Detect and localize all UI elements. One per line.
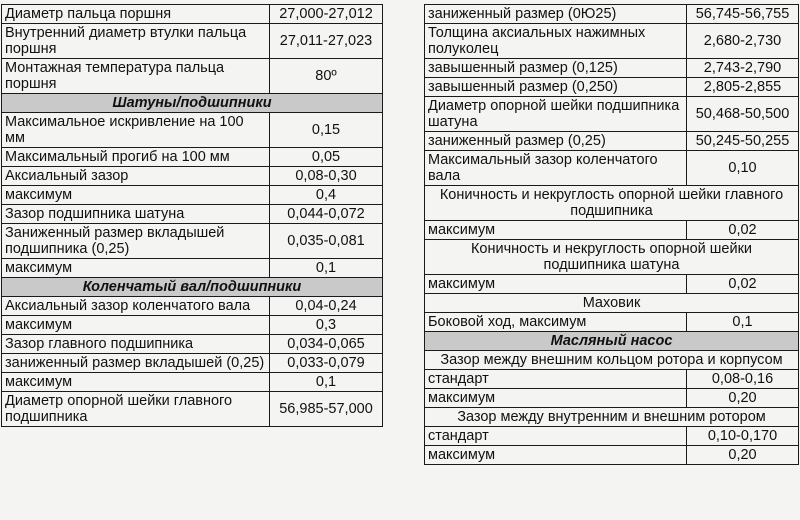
row-label: максимум xyxy=(425,389,687,408)
section-header xyxy=(2,94,383,113)
row-label: максимум xyxy=(2,186,270,205)
row-label: максимум xyxy=(425,446,687,465)
right-spec-table xyxy=(424,4,799,465)
row-label: завышенный размер (0,125) xyxy=(425,59,687,78)
row-label: завышенный размер (0,250) xyxy=(425,78,687,97)
row-value: 56,985-57,000 xyxy=(270,392,383,427)
row-value: 0,3 xyxy=(270,316,383,335)
row-label: Диаметр пальца поршня xyxy=(2,5,270,24)
row-value: 50,468-50,500 xyxy=(687,97,799,132)
row-label: Максимальный прогиб на 100 мм xyxy=(2,148,270,167)
section-title: Коленчатый вал/подшипники xyxy=(2,278,383,297)
row-value: 0,1 xyxy=(270,259,383,278)
row-label: максимум xyxy=(425,275,687,294)
table-row xyxy=(2,392,383,427)
row-value: 0,044-0,072 xyxy=(270,205,383,224)
section-header xyxy=(425,332,799,351)
row-value: 27,000-27,012 xyxy=(270,5,383,24)
table-row xyxy=(2,297,383,316)
row-label: Зазор подшипника шатуна xyxy=(2,205,270,224)
row-value: 0,05 xyxy=(270,148,383,167)
subheading: Коничность и некруглость опорной шейки подшипника шатуна xyxy=(425,240,799,275)
row-value: 2,743-2,790 xyxy=(687,59,799,78)
subheading: Коничность и некруглость опорной шейки главного подшипника xyxy=(425,186,799,221)
row-value: 0,08-0,16 xyxy=(687,370,799,389)
row-value: 0,08-0,30 xyxy=(270,167,383,186)
table-row xyxy=(425,59,799,78)
table-row xyxy=(2,148,383,167)
table-row xyxy=(2,354,383,373)
row-label: Диаметр опорной шейки подшипника шатуна xyxy=(425,97,687,132)
table-row xyxy=(425,446,799,465)
subheading-row xyxy=(425,294,799,313)
row-value: 0,02 xyxy=(687,221,799,240)
row-value: 0,035-0,081 xyxy=(270,224,383,259)
section-header xyxy=(2,278,383,297)
right-spec-table-body xyxy=(425,5,799,465)
row-value: 0,10 xyxy=(687,151,799,186)
left-spec-table xyxy=(1,4,383,427)
table-row xyxy=(425,221,799,240)
row-value: 50,245-50,255 xyxy=(687,132,799,151)
row-label: стандарт xyxy=(425,427,687,446)
subheading-row xyxy=(425,408,799,427)
table-row xyxy=(425,24,799,59)
row-value: 0,20 xyxy=(687,446,799,465)
row-label: Толщина аксиальных нажимных полуколец xyxy=(425,24,687,59)
row-value: 80º xyxy=(270,59,383,94)
subheading-row xyxy=(425,240,799,275)
row-label: Заниженный размер вкладышей подшипника (0,25) xyxy=(2,224,270,259)
row-label: Внутренний диаметр втулки пальца поршня xyxy=(2,24,270,59)
row-value: 0,04-0,24 xyxy=(270,297,383,316)
row-value: 0,20 xyxy=(687,389,799,408)
table-row xyxy=(425,313,799,332)
table-row xyxy=(425,78,799,97)
row-label: Максимальный зазор коленчатого вала xyxy=(425,151,687,186)
section-title: Масляный насос xyxy=(425,332,799,351)
row-label: максимум xyxy=(425,221,687,240)
table-row xyxy=(2,316,383,335)
section-title: Шатуны/подшипники xyxy=(2,94,383,113)
row-value: 0,10-0,170 xyxy=(687,427,799,446)
table-row xyxy=(2,167,383,186)
row-value: 0,4 xyxy=(270,186,383,205)
row-label: заниженный размер вкладышей (0,25) xyxy=(2,354,270,373)
row-label: Максимальное искривление на 100 мм xyxy=(2,113,270,148)
table-row xyxy=(2,205,383,224)
table-row xyxy=(2,113,383,148)
subheading-row xyxy=(425,351,799,370)
row-value: 0,033-0,079 xyxy=(270,354,383,373)
subheading: Зазор между внешним кольцом ротора и корпусом xyxy=(425,351,799,370)
row-label: Диаметр опорной шейки главного подшипника xyxy=(2,392,270,427)
row-label: заниженный размер (0Ю25) xyxy=(425,5,687,24)
row-value: 0,1 xyxy=(270,373,383,392)
row-label: максимум xyxy=(2,373,270,392)
row-label: максимум xyxy=(2,259,270,278)
table-row xyxy=(2,373,383,392)
row-value: 0,034-0,065 xyxy=(270,335,383,354)
table-row xyxy=(425,427,799,446)
table-row xyxy=(2,24,383,59)
table-row xyxy=(425,370,799,389)
table-row xyxy=(425,151,799,186)
row-label: Аксиальный зазор xyxy=(2,167,270,186)
row-value: 0,1 xyxy=(687,313,799,332)
table-row xyxy=(2,259,383,278)
row-label: Аксиальный зазор коленчатого вала xyxy=(2,297,270,316)
row-label: Зазор главного подшипника xyxy=(2,335,270,354)
row-value: 0,15 xyxy=(270,113,383,148)
table-row xyxy=(425,97,799,132)
row-label: Боковой ход, максимум xyxy=(425,313,687,332)
table-row xyxy=(425,275,799,294)
subheading-row xyxy=(425,186,799,221)
row-value: 27,011-27,023 xyxy=(270,24,383,59)
row-value: 2,680-2,730 xyxy=(687,24,799,59)
subheading: Зазор между внутренним и внешним ротором xyxy=(425,408,799,427)
row-value: 56,745-56,755 xyxy=(687,5,799,24)
table-row xyxy=(425,132,799,151)
row-label: максимум xyxy=(2,316,270,335)
row-value: 2,805-2,855 xyxy=(687,78,799,97)
row-label: стандарт xyxy=(425,370,687,389)
row-label: заниженный размер (0,25) xyxy=(425,132,687,151)
row-value: 0,02 xyxy=(687,275,799,294)
table-row xyxy=(2,224,383,259)
table-row xyxy=(425,5,799,24)
left-spec-table-body xyxy=(2,5,383,427)
table-row xyxy=(2,59,383,94)
subheading: Маховик xyxy=(425,294,799,313)
table-row xyxy=(2,186,383,205)
table-row xyxy=(2,5,383,24)
table-row xyxy=(425,389,799,408)
table-row xyxy=(2,335,383,354)
row-label: Монтажная температура пальца поршня xyxy=(2,59,270,94)
